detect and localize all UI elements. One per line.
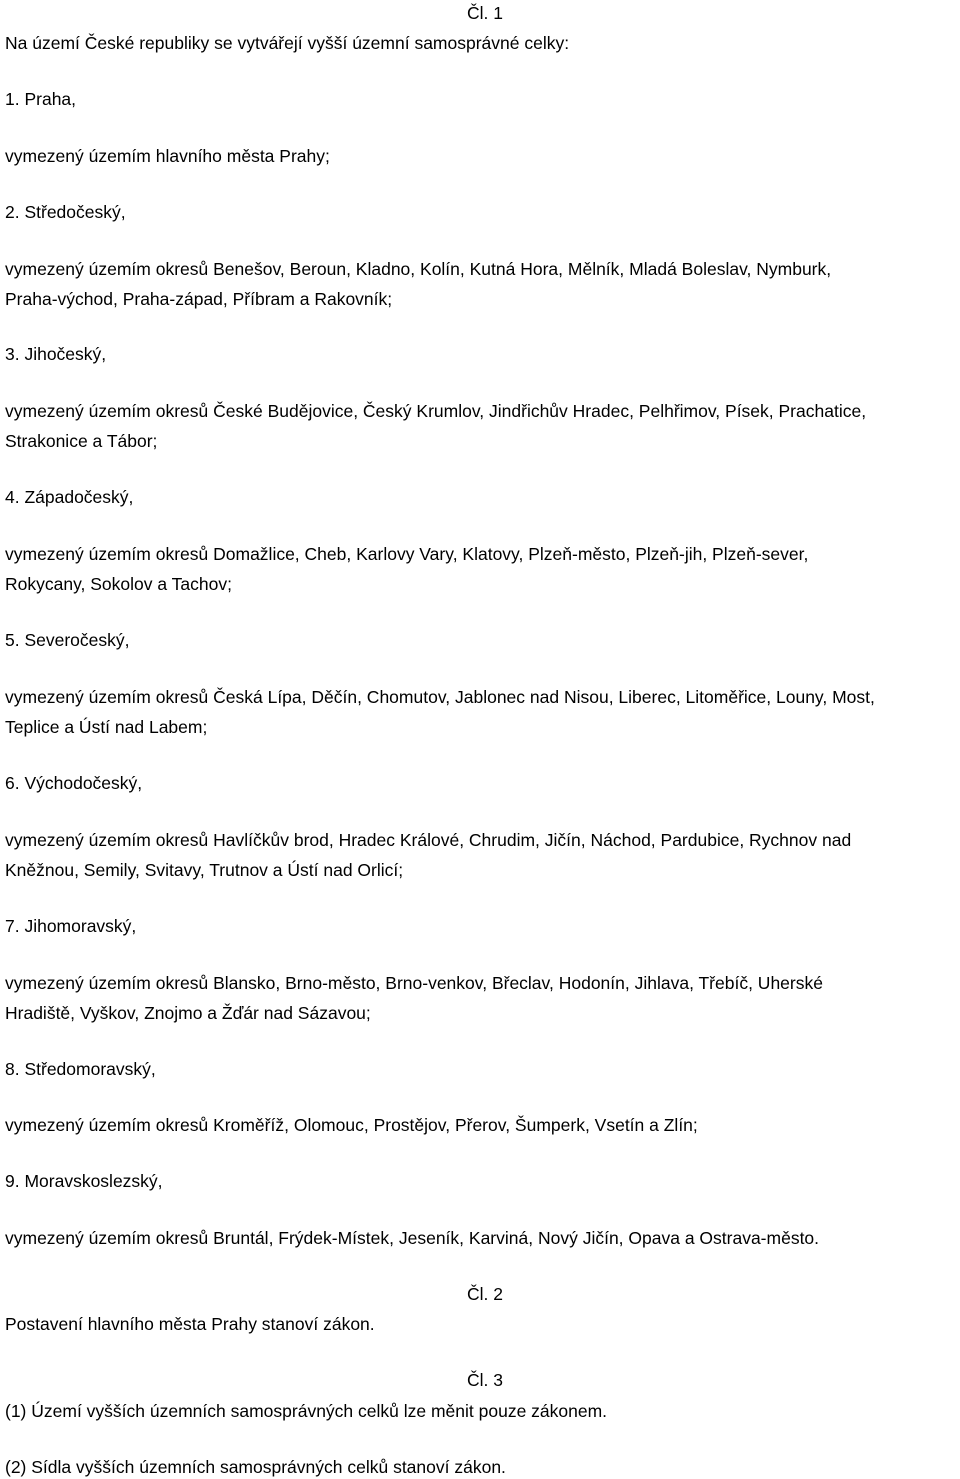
region-description-line: vymezený územím okresů Domažlice, Cheb, Karlovy Vary, Klatovy, Plzeň-město, Plzeň-jih, Plzeň-sever, [5,544,809,564]
region-description-line: Strakonice a Tábor; [5,431,158,451]
region-description-line: vymezený územím okresů Česká Lípa, Děčín, Chomutov, Jablonec nad Nisou, Liberec, Litoměřice, Louny, Most, [5,687,875,707]
region-description-line: Rokycany, Sokolov a Tachov; [5,574,232,594]
article-3-heading: Čl. 3 [467,1370,503,1390]
region-name-jihocesky: 3. Jihočeský, [5,344,107,364]
region-description-line: vymezený územím okresů Havlíčkův brod, Hradec Králové, Chrudim, Jičín, Náchod, Pardubice, Rychnov nad [5,830,852,850]
region-description-line: Hradiště, Vyškov, Znojmo a Žďár nad Sázavou; [5,1003,371,1023]
region-description-line: vymezený územím okresů České Budějovice, Český Krumlov, Jindřichův Hradec, Pelhřimov, Písek, Prachatice, [5,401,867,421]
region-name-zapadocesky: 4. Západočeský, [5,487,134,507]
region-description-line: vymezený územím hlavního města Prahy; [5,146,330,166]
region-name-vychodocesky: 6. Východočeský, [5,773,143,793]
region-name-praha: 1. Praha, [5,89,77,109]
region-name-moravskoslezsky: 9. Moravskoslezský, [5,1171,163,1191]
article-3-paragraph-1: (1) Území vyšších územních samosprávných celků lze měnit pouze zákonem. [5,1401,608,1421]
region-description-line: vymezený územím okresů Bruntál, Frýdek-Místek, Jeseník, Karviná, Nový Jičín, Opava a Ostrava-město. [5,1228,820,1248]
region-name-stredomoravsky: 8. Středomoravský, [5,1059,156,1079]
region-name-stredocesky: 2. Středočeský, [5,202,126,222]
region-description-line: Teplice a Ústí nad Labem; [5,717,208,737]
region-description-line: Praha-východ, Praha-západ, Příbram a Rakovník; [5,289,393,309]
region-description-line: vymezený územím okresů Blansko, Brno-město, Brno-venkov, Břeclav, Hodonín, Jihlava, Třebíč, Uherské [5,973,823,993]
article-3-paragraph-2: (2) Sídla vyšších územních samosprávných celků stanoví zákon. [5,1457,506,1477]
region-name-jihomoravsky: 7. Jihomoravský, [5,916,137,936]
region-name-severocesky: 5. Severočeský, [5,630,130,650]
region-description-line: vymezený územím okresů Benešov, Beroun, Kladno, Kolín, Kutná Hora, Mělník, Mladá Boleslav, Nymburk, [5,259,832,279]
article-1-intro: Na území České republiky se vytvářejí vyšší územní samosprávné celky: [5,33,570,53]
region-description-line: vymezený územím okresů Kroměříž, Olomouc, Prostějov, Přerov, Šumperk, Vsetín a Zlín; [5,1115,698,1135]
article-2-heading: Čl. 2 [467,1284,503,1304]
region-description-line: Kněžnou, Semily, Svitavy, Trutnov a Ústí nad Orlicí; [5,860,404,880]
article-2-text: Postavení hlavního města Prahy stanoví zákon. [5,1314,375,1334]
article-1-heading: Čl. 1 [467,3,503,23]
